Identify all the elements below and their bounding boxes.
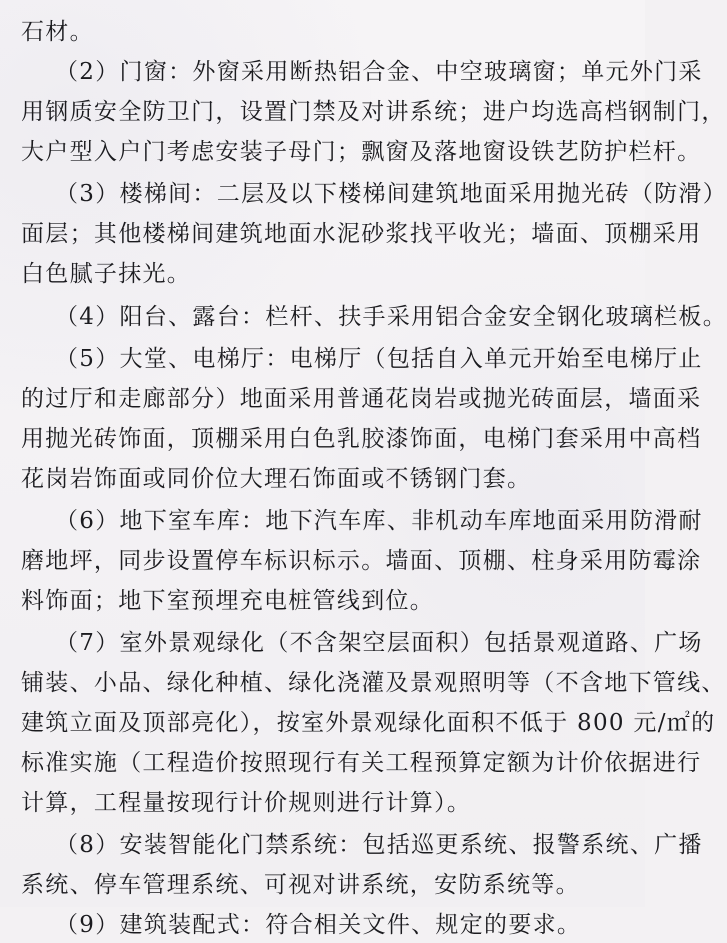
- paragraph-line: （5）大堂、电梯厅：电梯厅（包括自入单元开始至电梯厅止: [55, 346, 703, 372]
- paragraph-line: 磨地坪，同步设置停车标识标示。墙面、顶棚、柱身采用防霉涂: [21, 548, 702, 574]
- paragraph-line: 用抛光砖饰面，顶棚采用白色乳胶漆饰面，电梯门套采用中高档: [21, 426, 702, 452]
- paragraph-line: 大户型入户门考虑安装子母门；飘窗及落地窗设铁艺防护栏杆。: [21, 139, 702, 165]
- paragraph-line: 的过厅和走廊部分）地面采用普通花岗岩或抛光砖面层，墙面采: [21, 386, 702, 412]
- paragraph-line: 计算，工程量按现行计价规则进行计算）。: [21, 790, 472, 816]
- paragraph-line: 用钢质安全防卫门，设置门禁及对讲系统；进户均选高档钢制门，: [21, 99, 726, 125]
- paragraph-line: （6）地下室车库：地下汽车库、非机动车库地面采用防滑耐: [55, 508, 703, 534]
- paragraph-line: （7）室外景观绿化（不含架空层面积）包括景观道路、广场: [55, 630, 703, 656]
- paragraph-line: 白色腻子抹光。: [21, 261, 192, 287]
- paragraph-line: 石材。: [21, 19, 94, 45]
- paragraph-line: 花岗岩饰面或同价位大理石饰面或不锈钢门套。: [21, 466, 532, 492]
- paragraph-line: （9）建筑装配式：符合相关文件、规定的要求。: [55, 912, 582, 938]
- paragraph-line: （2）门窗：外窗采用断热铝合金、中空玻璃窗；单元外门采: [55, 59, 703, 85]
- paragraph-line: 建筑立面及顶部亮化），按室外景观绿化面积不低于 800 元/㎡的: [21, 710, 716, 736]
- paragraph-line: 面层；其他楼梯间建筑地面水泥砂浆找平收光；墙面、顶棚采用: [21, 221, 702, 247]
- paragraph-line: （3）楼梯间：二层及以下楼梯间建筑地面采用抛光砖（防滑）: [55, 181, 727, 207]
- paragraph-line: 标准实施（工程造价按照现行有关工程预算定额为计价依据进行: [21, 750, 702, 776]
- paragraph-line: （8）安装智能化门禁系统：包括巡更系统、报警系统、广播: [55, 832, 703, 858]
- paragraph-line: 料饰面；地下室预埋充电桩管线到位。: [21, 588, 435, 614]
- paragraph-line: 系统、停车管理系统、可视对讲系统，安防系统等。: [21, 872, 580, 898]
- paragraph-line: 铺装、小品、绿化种植、绿化浇灌及景观照明等（不含地下管线、: [21, 670, 726, 696]
- paragraph-line: （4）阳台、露台：栏杆、扶手采用铝合金安全钢化玻璃栏板。: [55, 304, 727, 330]
